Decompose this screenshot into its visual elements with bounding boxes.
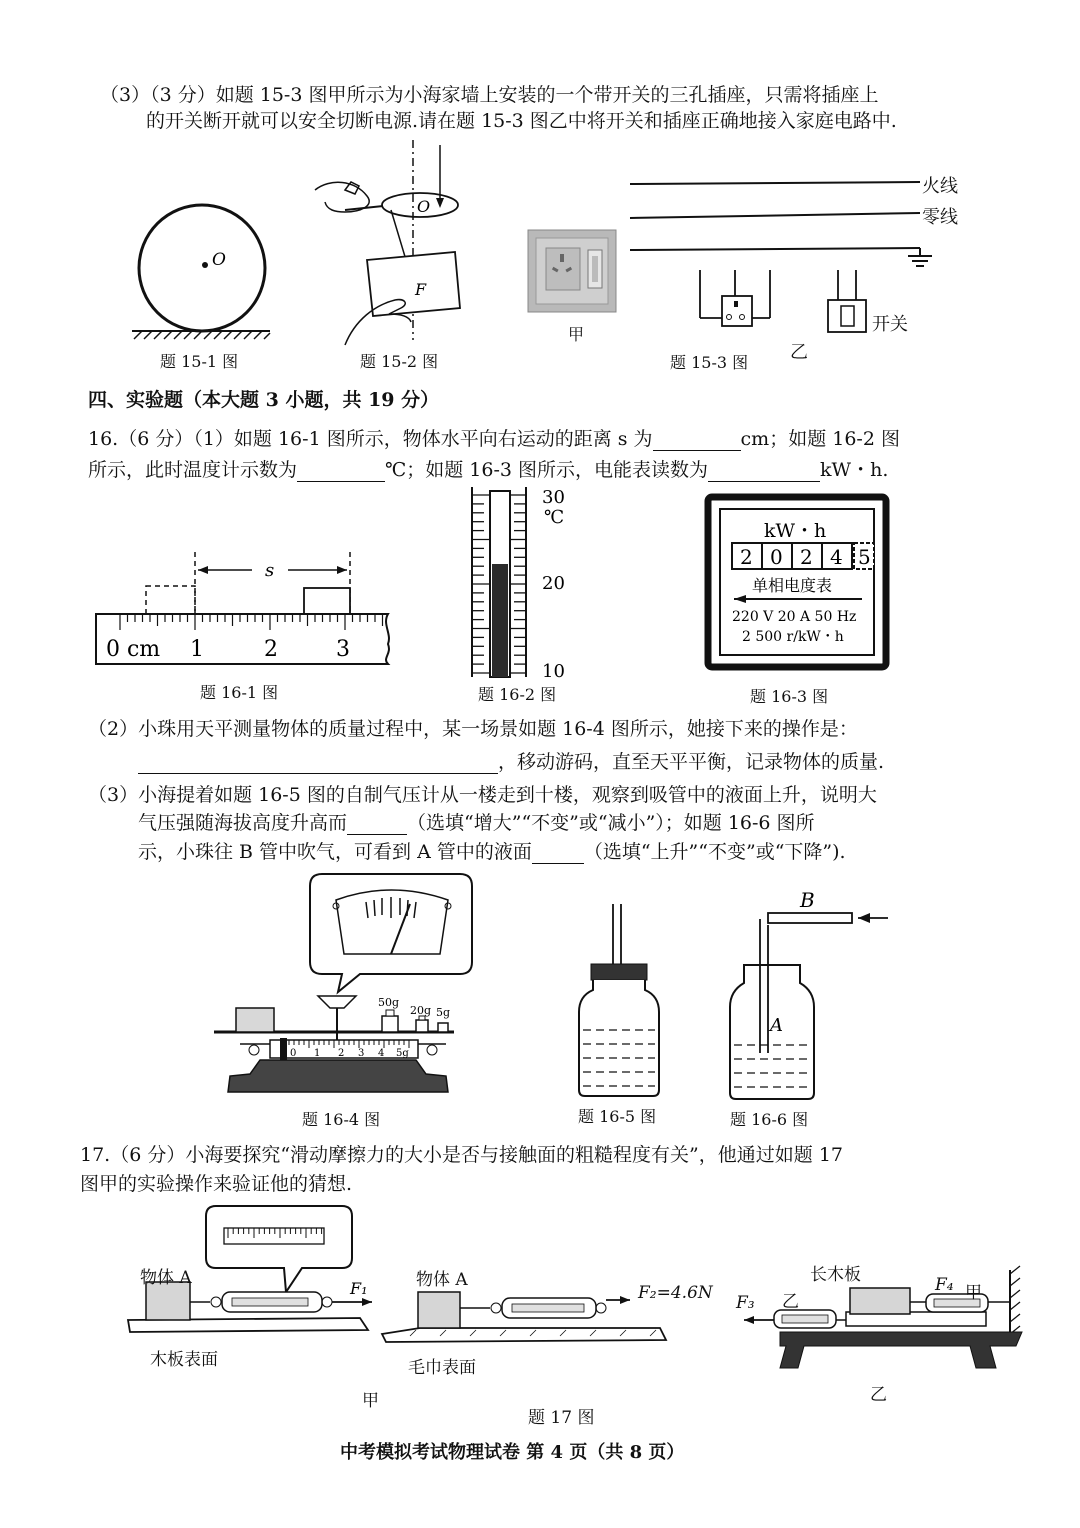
fig17-jia-label: 甲 [362, 1391, 379, 1411]
rider-label-4: 4 [378, 1048, 385, 1059]
q16-part3-line3: 示，小珠往 B 管中吹气，可看到 A 管中的液面 （选填“上升”“不变”或“下降”). [138, 841, 846, 863]
weight-20g [416, 1020, 428, 1032]
meter-digit-4: 4 [830, 545, 843, 569]
section-4-title: 四、实验题（本大题 3 小题，共 19 分） [88, 389, 440, 411]
ruler-tick-3: 3 [336, 637, 350, 662]
rider-label-1: 1 [314, 1048, 321, 1059]
force-f3-label: F₃ [736, 1293, 755, 1313]
earth-wire[interactable] [630, 248, 920, 250]
meter-spec-1: 220 V 20 A 50 Hz [732, 609, 857, 625]
fig15-2-o-label: O [417, 197, 431, 216]
rider-label-0: 0 [290, 1048, 297, 1059]
caption-15-3: 题 15-3 图 [670, 353, 749, 372]
live-wire-label: 火线 [922, 176, 958, 197]
caption-17: 题 17 图 [528, 1408, 595, 1428]
weight-label-20g: 20g [410, 1004, 432, 1017]
object-on-left-pan [236, 1008, 274, 1032]
figure-16-6 [728, 885, 898, 1100]
object-a-label-1: 物体 A [140, 1268, 192, 1288]
therm-label-20: 20 [542, 573, 565, 594]
caption-16-1: 题 16-1 图 [200, 683, 279, 702]
figure-16-2 [470, 487, 580, 682]
long-board-label: 长木板 [810, 1265, 861, 1285]
meter-unit: kW・h [764, 520, 827, 542]
weight-label-50g: 50g [378, 996, 400, 1009]
caption-15-2: 题 15-2 图 [360, 352, 439, 371]
q16-part3-line1: （3）小海提着如题 16-5 图的自制气压计从一楼走到十楼，观察到吸管中的液面上升，说明大 [88, 784, 877, 806]
meter-name: 单相电度表 [752, 576, 833, 595]
q16-part2-line1: （2）小珠用天平测量物体的质量过程中，某一场景如题 16-4 图所示，她接下来的操作是： [88, 718, 858, 740]
switch-label: 开关 [872, 314, 908, 335]
meter-digit-1: 2 [740, 545, 753, 569]
q16-line1: 16.（6 分）（1）如题 16-1 图所示，物体水平向右运动的距离 s 为 cm；如题 16-2 图 [88, 428, 900, 450]
caption-16-5: 题 16-5 图 [578, 1107, 657, 1126]
neutral-wire[interactable] [630, 213, 920, 218]
wood-surface-label: 木板表面 [150, 1350, 218, 1370]
q16-line2: 所示，此时温度计示数为 ℃；如题 16-3 图所示，电能表读数为 kW・h. [88, 459, 889, 481]
answer-blank-energy[interactable] [708, 463, 820, 482]
force-f2-label: F₂=4.6N [638, 1283, 713, 1303]
figure-16-1 [92, 550, 402, 670]
q16-part2-line2: ，移动游码，直至天平平衡，记录物体的质量. [138, 747, 884, 774]
fig15-3-jia-label: 甲 [568, 325, 585, 344]
ruler-tick-0: 0 cm [106, 637, 161, 662]
q15-3-line1: （3）（3 分）如题 15-3 图甲所示为小海家墙上安装的一个带开关的三孔插座，只需将插座上 [100, 84, 879, 106]
figure-15-1 [120, 205, 280, 345]
page-footer: 中考模拟考试物理试卷 第 4 页（共 8 页） [340, 1442, 685, 1463]
ruler-tick-2: 2 [264, 637, 278, 662]
force-f4-label: F₄ [935, 1275, 954, 1295]
tube-b-label: B [800, 888, 815, 912]
figure-15-3-jia-socket [528, 230, 618, 315]
weight-label-5g: 5g [436, 1006, 451, 1019]
scale-jia-label: 甲 [965, 1283, 982, 1303]
answer-blank-balance-operation[interactable] [138, 755, 498, 774]
fig15-2-f-label: F [415, 280, 427, 299]
therm-unit: ℃ [544, 507, 565, 528]
tube-a-label: A [770, 1015, 783, 1036]
figure-16-3 [706, 495, 888, 671]
answer-blank-pressure-trend[interactable] [347, 816, 407, 835]
towel-surface-label: 毛巾表面 [408, 1358, 476, 1378]
scale-yi-label: 乙 [782, 1292, 799, 1312]
figure-16-4 [210, 870, 480, 1105]
tube-b[interactable] [768, 913, 852, 923]
caption-15-1: 题 15-1 图 [160, 352, 239, 371]
fig17-yi-label: 乙 [870, 1385, 887, 1405]
figure-15-3-yi-circuit [630, 170, 970, 340]
mercury-column [492, 564, 508, 677]
answer-blank-liquid-level[interactable] [532, 845, 584, 864]
rider[interactable] [280, 1038, 287, 1060]
object-on-board [850, 1288, 910, 1314]
caption-16-2: 题 16-2 图 [478, 685, 557, 704]
figure-15-2 [305, 140, 475, 350]
caption-16-3: 题 16-3 图 [750, 687, 829, 706]
answer-blank-temperature[interactable] [297, 463, 385, 482]
caption-16-4: 题 16-4 图 [302, 1110, 381, 1129]
force-f1-label: F₁ [350, 1279, 368, 1298]
figure-17-yi [740, 1260, 1030, 1380]
ruler-tick-1: 1 [190, 637, 204, 662]
object-end-position [304, 588, 350, 614]
q17-line1: 17.（6 分）小海要探究“滑动摩擦力的大小是否与接触面的粗糙程度有关”，他通过如题 17 [80, 1144, 843, 1166]
figure-16-5 [575, 900, 665, 1100]
rider-label-5g: 5g [396, 1048, 409, 1059]
neutral-wire-label: 零线 [922, 207, 958, 228]
live-wire[interactable] [630, 182, 920, 184]
meter-spec-2: 2 500 r/kW・h [742, 629, 844, 645]
meter-digit-3: 2 [800, 545, 813, 569]
q15-3-line2: 的开关断开就可以安全切断电源.请在题 15-3 图乙中将开关和插座正确地接入家庭电路中. [146, 110, 897, 132]
weight-50g [382, 1016, 398, 1032]
fig15-1-o-label: O [212, 250, 226, 270]
caption-16-6: 题 16-6 图 [730, 1110, 809, 1129]
q17-line2: 图甲的实验操作来验证他的猜想. [80, 1173, 353, 1195]
object-a-on-towel [418, 1292, 460, 1328]
fig15-3-yi-label: 乙 [790, 342, 808, 363]
object-start-position [146, 586, 195, 614]
answer-blank-distance[interactable] [653, 432, 741, 451]
distance-s-label: s [265, 560, 275, 581]
weight-5g [438, 1023, 448, 1032]
meter-digit-2: 0 [770, 545, 783, 569]
meter-decimal-digit: 5 [858, 545, 871, 569]
object-a-label-2: 物体 A [416, 1270, 468, 1290]
q16-part3-line2: 气压强随海拔高度升高而 （选填“增大”“不变”或“减小”）；如题 16-6 图所 [138, 812, 815, 834]
rider-label-3: 3 [358, 1048, 365, 1059]
three-hole-socket[interactable] [722, 296, 752, 326]
rider-label-2: 2 [338, 1048, 345, 1059]
therm-label-10: 10 [542, 661, 565, 682]
therm-label-30: 30 [542, 487, 565, 508]
